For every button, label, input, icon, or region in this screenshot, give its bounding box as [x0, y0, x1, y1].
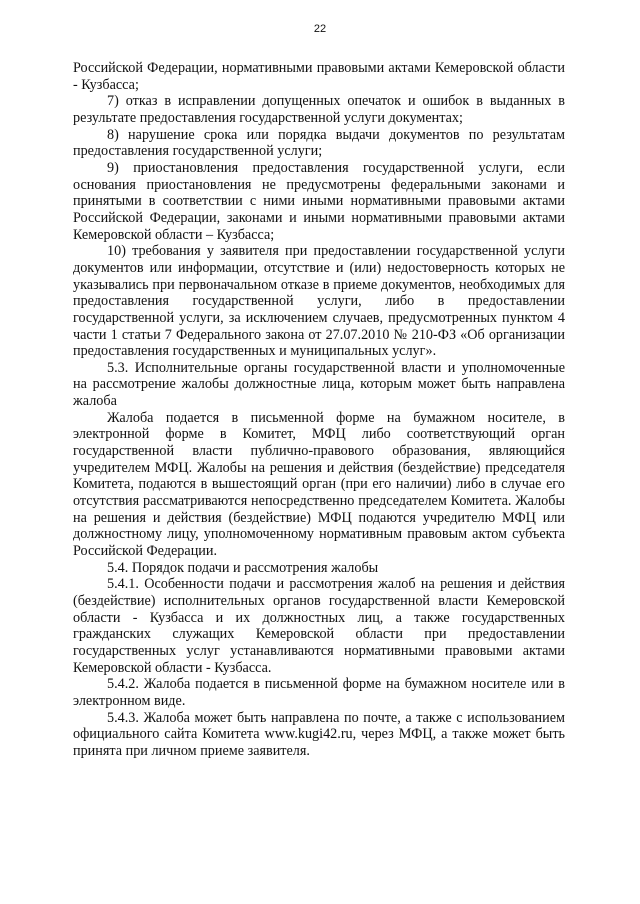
paragraph-item-10: 10) требования у заявителя при предоставлении государственной услуги документов или информации, отсутствие и (или) недостоверность которых не указывались при первоначальном отказе в приеме документов, необходимых для предоставления государственной услуги, либо в предоставлении государственной услуги, за исключением случаев, предусмотренных пунктом 4 части 1 статьи 7 Федерального закона от 27.07.2010 № 210-ФЗ «Об организации предоставления государственных и муниципальных услуг».: [73, 243, 565, 360]
paragraph-5-4-3: 5.4.3. Жалоба может быть направлена по почте, а также с использованием официального сайта Комитета www.kugi42.ru, через МФЦ, а также может быть принята при личном приеме заявителя.: [73, 709, 565, 759]
paragraph-5-4-2: 5.4.2. Жалоба подается в письменной форме на бумажном носителе или в электронном виде.: [73, 676, 565, 709]
paragraph-item-7: 7) отказ в исправлении допущенных опечаток и ошибок в выданных в результате предоставления государственной услуги документах;: [73, 93, 565, 126]
document-body: [73, 60, 565, 760]
paragraph-complaint-submission: Жалоба подается в письменной форме на бумажном носителе, в электронной форме в Комитет, МФЦ либо соответствующий орган государственной власти публично-правового образования, являющийся учредителем МФЦ. Жалобы на решения и действия (бездействие) председателя Комитета, подаются в вышестоящий орган (при его наличии) либо в случае его отсутствия рассматриваются непосредственно председателем Комитета. Жалобы на решения и действия (бездействие) МФЦ подаются учредителю МФЦ или должностному лицу, уполномоченному нормативным правовым актом субъекта Российской Федерации.: [73, 409, 565, 560]
page-number: 22: [313, 23, 327, 35]
paragraph-item-9: 9) приостановления предоставления государственной услуги, если основания приостановления не предусмотрены федеральными законами и принятыми в соответствии с ними иными нормативными правовыми актами Российской Федерации, законами и иными нормативными правовыми актами Кемеровской области – Кузбасса;: [73, 159, 565, 243]
paragraph-continuation: Российской Федерации, нормативными правовыми актами Кемеровской области - Кузбасса;: [73, 60, 565, 93]
paragraph-item-8: 8) нарушение срока или порядка выдачи документов по результатам предоставления государственной услуги;: [73, 126, 565, 160]
section-heading-5-4: 5.4. Порядок подачи и рассмотрения жалобы: [107, 559, 379, 576]
paragraph-5-4-1: 5.4.1. Особенности подачи и рассмотрения жалоб на решения и действия (бездействие) исполнительных органов государственной власти Кемеровской области - Кузбасса и их должностных лиц, а также государственных гражданских служащих Кемеровской области при предоставлении государственных услуг устанавливаются нормативными правовыми актами Кемеровской области - Кузбасса.: [73, 576, 565, 676]
section-heading-5-3: 5.3. Исполнительные органы государственной власти и уполномоченные на рассмотрение жалобы должностные лица, которым может быть направлена жалоба: [73, 359, 565, 410]
